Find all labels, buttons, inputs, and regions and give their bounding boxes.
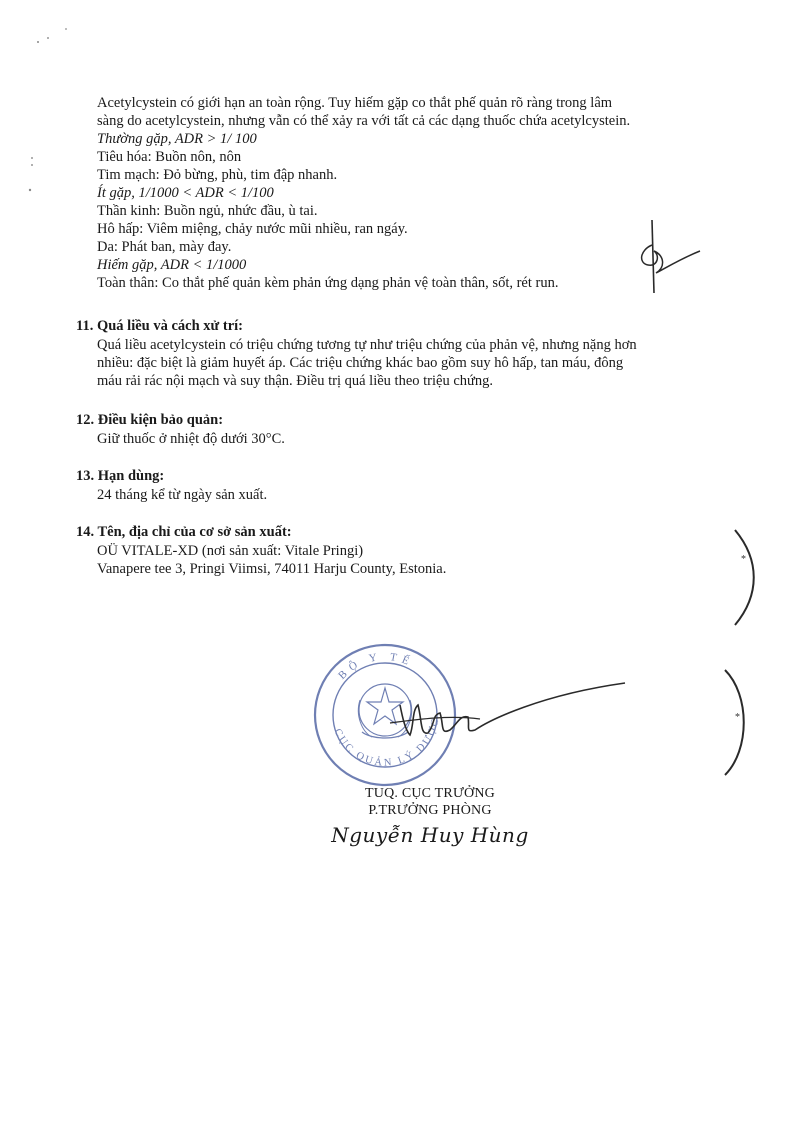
scan-specks xyxy=(20,20,80,200)
section-body xyxy=(97,486,712,504)
rare-item: Toàn thân: Co thắt phế quản kèm phản ứng dạng phản vệ toàn thân, sốt, rét run. xyxy=(97,275,559,291)
section-line: OÜ VITALE-XD (nơi sản xuất: Vitale Pringi) xyxy=(97,543,364,559)
intro-line: Acetylcystein có giới hạn an toàn rộng. Tuy hiếm gặp co thắt phế quản rõ ràng trong lâm xyxy=(97,95,613,111)
signature-block xyxy=(300,785,560,847)
stamp-bottom-text: CỤC QUẢN LÝ DƯỢC xyxy=(331,715,442,769)
initials-mark xyxy=(630,215,710,300)
section-heading: 11. Quá liều và cách xử trí: xyxy=(76,318,243,334)
uncommon-item: Da: Phát ban, mày đay. xyxy=(97,239,232,255)
stamp-top-text: BỘ Y TẾ xyxy=(336,650,416,682)
section-line: 24 tháng kể từ ngày sản xuất. xyxy=(97,487,268,503)
section-heading: 12. Điều kiện bảo quản: xyxy=(76,412,224,428)
section-body xyxy=(97,336,712,390)
section-line: máu rải rác nội mạch và suy thận. Điều trị quá liều theo triệu chứng. xyxy=(97,373,494,389)
svg-text:*: * xyxy=(741,554,746,565)
signer-position: P.TRƯỞNG PHÒNG xyxy=(368,803,492,818)
signer-title: TUQ. CỤC TRƯỞNG xyxy=(365,786,495,801)
section-body xyxy=(97,430,712,448)
section-line: nhiều: đặc biệt là giảm huyết áp. Các triệu chứng khác bao gồm suy hô hấp, tan máu, đông xyxy=(97,355,624,371)
intro-line: sàng do acetylcystein, nhưng vẫn có thể xảy ra với tất cả các dạng thuốc chứa acetylcystein. xyxy=(97,113,631,129)
common-item: Tim mạch: Đỏ bừng, phù, tim đập nhanh. xyxy=(97,167,338,183)
section-line: Giữ thuốc ở nhiệt độ dưới 30°C. xyxy=(97,431,285,447)
section-heading: 13. Hạn dùng: xyxy=(76,468,165,484)
partial-stamp-edge xyxy=(705,520,765,780)
svg-text:*: * xyxy=(735,712,740,723)
section-line: Vanapere tee 3, Pringi Viimsi, 74011 Harju County, Estonia. xyxy=(97,561,447,577)
uncommon-item: Thần kinh: Buồn ngủ, nhức đầu, ù tai. xyxy=(97,203,318,219)
section-line: Quá liều acetylcystein có triệu chứng tương tự như triệu chứng của phản vệ, nhưng nặng hơn xyxy=(97,337,637,353)
uncommon-heading: Ít gặp, 1/1000 < ADR < 1/100 xyxy=(97,185,274,201)
section-body xyxy=(97,542,712,578)
common-item: Tiêu hóa: Buồn nôn, nôn xyxy=(97,149,242,165)
signer-name: Nguyễn Huy Hùng xyxy=(331,823,529,847)
rare-heading: Hiếm gặp, ADR < 1/1000 xyxy=(97,257,247,273)
side-effects-block xyxy=(97,94,712,292)
uncommon-item: Hô hấp: Viêm miệng, chảy nước mũi nhiều, ran ngáy. xyxy=(97,221,408,237)
common-heading: Thường gặp, ADR > 1/ 100 xyxy=(97,131,257,147)
section-heading: 14. Tên, địa chỉ của cơ sở sản xuất: xyxy=(76,524,292,540)
signature-scribble xyxy=(340,675,640,755)
